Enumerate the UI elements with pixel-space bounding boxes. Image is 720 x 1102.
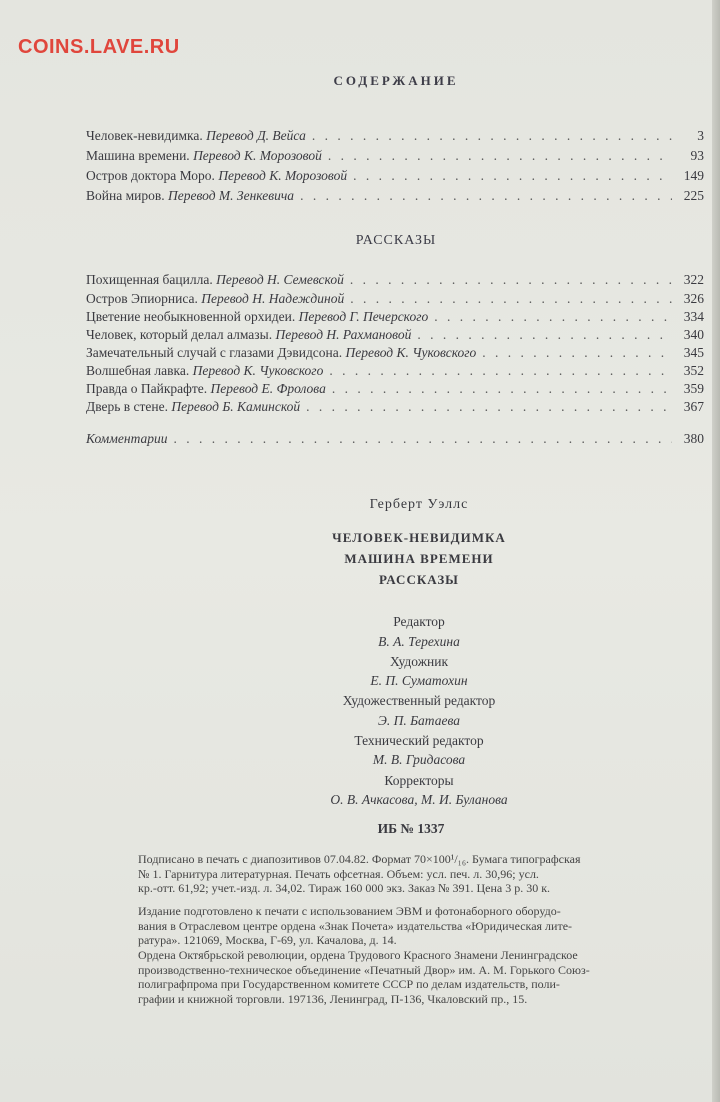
imprint-block [138, 852, 658, 896]
imprint-line: ратура». 121069, Москва, Г-69, ул. Качалова, д. 14. [138, 933, 397, 947]
ib-number: ИБ № 1337 [377, 821, 445, 836]
imprint-line: кр.-отт. 61,92; учет.-изд. л. 34,02. Тираж 160 000 экз. Заказ № 391. Цена 3 р. 30 к. [138, 881, 551, 895]
credit-role: Редактор [393, 614, 445, 629]
toc-entry: Остров Эпиорниса. Перевод Н. Надеждиной . . . 326 [86, 291, 704, 309]
credit-role: Технический редактор [354, 733, 484, 748]
credit-role: Корректоры [384, 773, 454, 788]
credit-person: Э. П. Батаева [378, 713, 460, 728]
book-title-line: РАССКАЗЫ [379, 572, 459, 587]
imprint-line: № 1. Гарнитура литературная. Печать офсетная. Объем: усл. печ. л. 30,96; усл. [138, 866, 539, 881]
imprint-line: вания в Отраслевом центре ордена «Знак Почета» издательства «Юридическая лите- [138, 918, 573, 933]
toc-entry: Человек-невидимка. Перевод Д. Вейса . . . 3 [86, 128, 704, 146]
author-name: Герберт Уэллс [369, 497, 469, 512]
book-title-line: ЧЕЛОВЕК-НЕВИДИМКА [332, 530, 506, 545]
toc-entry: Цветение необыкновенной орхидеи. Перевод Г. Печерского . . . 334 [86, 309, 704, 327]
toc-entry-comments: Комментарии . . . 380 [86, 431, 704, 449]
credit-role: Художник [389, 654, 449, 669]
credit-person: О. В. Ачкасова, М. И. Буланова [330, 792, 508, 807]
toc-entry: Машина времени. Перевод К. Морозовой . . . 93 [86, 148, 704, 166]
toc-entry: Замечательный случай с глазами Дэвидсона. Перевод К. Чуковского . . . 345 [86, 345, 704, 363]
imprint-block [138, 904, 658, 948]
credit-person: М. В. Гридасова [372, 752, 466, 767]
imprint-block [138, 948, 658, 1006]
toc-entry: Человек, который делал алмазы. Перевод Н. Рахмановой . . . 340 [86, 327, 704, 345]
toc-entry: Похищенная бацилла. Перевод Н. Семевской . . . 322 [86, 272, 704, 290]
toc-entry: Правда о Пайкрафте. Перевод Е. Фролова . . . 359 [86, 381, 704, 399]
credit-person: Е. П. Суматохин [370, 673, 468, 688]
imprint-line: Подписано в печать с диапозитивов 07.04.82. Формат 70×100¹/₁₆. Бумага типографская [138, 852, 581, 866]
toc-entry: Волшебная лавка. Перевод К. Чуковского . . . 352 [86, 363, 704, 381]
credit-person: В. А. Терехина [378, 634, 460, 649]
book-title-line: МАШИНА ВРЕМЕНИ [344, 551, 494, 566]
imprint-line: Издание подготовлено к печати с использованием ЭВМ и фотонаборного оборудо- [138, 904, 561, 918]
imprint-line: Ордена Октябрьской революции, ордена Трудового Красного Знамени Ленинградское [138, 948, 578, 962]
toc-entry: Дверь в стене. Перевод Б. Каминской . . . 367 [86, 399, 704, 417]
imprint-line: производственно-техническое объединение «Печатный Двор» им. А. М. Горького Союз- [138, 962, 590, 977]
stories-heading: РАССКАЗЫ [355, 233, 437, 248]
credit-role: Художественный редактор [342, 693, 496, 708]
contents-heading: СОДЕРЖАНИЕ [333, 73, 459, 88]
toc-entry: Война миров. Перевод М. Зенкевича . . . 225 [86, 188, 704, 206]
imprint-line: полиграфпрома при Государственном комитете СССР по делам издательств, поли- [138, 977, 560, 991]
imprint-line: графии и книжной торговли. 197136, Ленинград, П-136, Чкаловский пр., 15. [138, 991, 528, 1006]
toc-entry: Остров доктора Моро. Перевод К. Морозовой . . . 149 [86, 168, 704, 186]
watermark: COINS.LAVE.RU [18, 36, 180, 58]
